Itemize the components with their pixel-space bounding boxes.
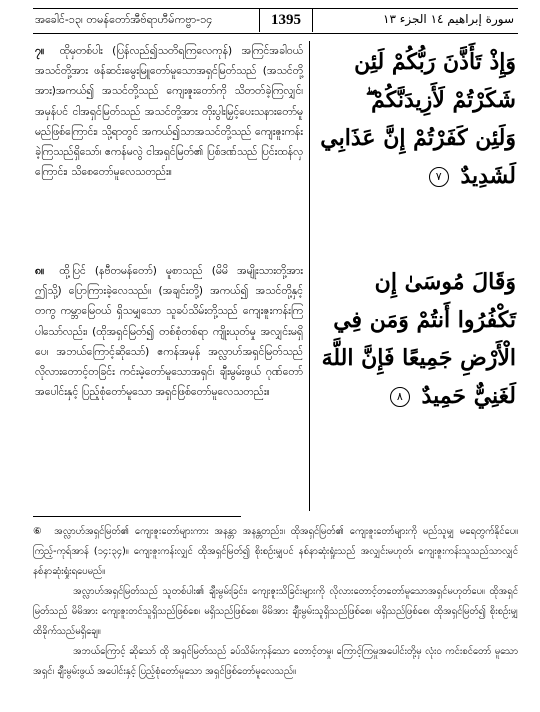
footnote-paragraph: အလ္လာဟ်အရှင်မြတ်သည် သူတစ်ပါး၏ ချီးမွမ်းခြင်း၊ ကျေးဇူးသိခြင်းများကို လိုလားတောင့်တတော်မူသောအရှင်မဟုတ်ပေ။ ထိုအရှင်မြတ်သည် မိမိအား ကျေးဇူးတင်သူရှိသည်ဖြစ်စေ၊ မရှိသည်ဖြစ်စေ၊ မိမိအား ချီးမွမ်းသူရှိသည်ဖြစ်စေ၊ မရှိသည်ဖြစ်စေ၊ ထိုအရှင်မြတ်၍ စိုးစဉ်းမျှ ထိခိုက်သည်မရှိချေ။ <box>33 586 518 637</box>
footnote <box>33 522 518 682</box>
footnote-rule <box>33 516 241 517</box>
verse-translation-text: ထိုမှတစ်ပါး (ပြန်လည်၍သတိရကြလေကုန်) အကြင်အခါဝယ် အသင်တို့အား ဖန်ဆင်းမွေးမြူတော်မူသောအရှင်မြတ်သည် (အသင်တို့အား)အကယ်၍ အသင်တို့သည် ကျေးဇူးတော်ကို သိတတ်ခဲ့ကြလျှင်၊ အမှန်ပင် ငါအရှင်မြတ်သည် အသင်တို့အား တိုးပွါးမြှင့်ပေးသနားတော်မူမည်ဖြစ်ကြောင်း၊ သို့ရာတွင် အကယ်၍သာအသင်တို့သည် ကျေးဇူးကန်းခဲ့ကြသည်ရှိသော်၊ ဧကန်မလွဲ ငါအရှင်မြတ်၏ ပြစ်ဒဏ်သည် ပြင်းထန်လှကြောင်း၊ သိစေတော်မူလေသတည်း။ <box>35 45 303 179</box>
arabic-verse-text: وَإِذْ تَأَذَّنَ رَبُّكُمْ لَئِن شَكَرْتُمْ لَأَزِيدَنَّكُمْ ۖ وَلَئِن كَفَرْتُمْ إِنَّ عَذَابِي لَشَدِيدٌ <box>320 49 516 189</box>
burmese-translation <box>35 41 303 182</box>
footnote-marker: ⑥ <box>33 526 45 537</box>
verse-translation-text: ထို့ပြင် (နဗီတမန်တော်) မူစာသည် (မိမိ အမျိုးသားတို့အား ဤသို့) ပြောကြားခဲ့လေသည်။ (အချင်းတို့) အကယ်၍ အသင်တို့နှင့်တကွ ကမ္ဘာမြေဝယ် ရှိသမျှသော သူခပ်သိမ်းတို့သည် ကျေးဇူးကန်းကြပါသော်လည်း၊ (ထိုအရှင်မြတ်၍ တစ်စုံတစ်ရာ ကျိုးယုတ်မှု အလျှင်းမရှိပေ၊ အဘယ်ကြောင့်ဆိုသော်) ဧကန်အမှန် အလ္လာဟ်အရှင်မြတ်သည် လိုလားတောင့်တခြင်း ကင်းမဲ့တော်မူသောအရှင်၊ ချီးမွမ်းဖွယ် ဂုဏ်တော်အပေါင်းနှင့် ပြည့်စုံတော်မူသော အရှင်ဖြစ်တော်မူလေသတည်း။ <box>35 265 303 399</box>
arabic-verse <box>318 43 516 195</box>
verses-section <box>33 41 518 511</box>
header-surah-title: سورة إبراهيم ١٤ الجزء ١٣ <box>383 12 514 26</box>
burmese-translation <box>35 261 303 402</box>
verse-number: ၈။ <box>35 265 45 277</box>
ayah-marker: ٧ <box>429 167 449 187</box>
footnote-paragraph: အဘယ်ကြောင့် ဆိုသော် ထို အရှင်မြတ်သည် ခပ်သိမ်းကုန်သော တောင့်တမှု၊ ကြောင့်ကြမှုအပေါင်းတို့မှ လုံးဝ ကင်းစင်တော် မူသော အရှင်၊ ချီးမွမ်းဖွယ် အပေါင်းနှင့် ပြည့်စုံတော်မူသော အရှင်ဖြစ်တော်မူလေသည်။ <box>33 646 518 677</box>
verse-number: ၇။ <box>35 45 45 57</box>
footnote-paragraph <box>33 522 518 582</box>
header-chapter-title: အခေါင်-၁၃၊ တမန်တော်အီဗ်ရာဟီမ်ကဗ္ဗာ-၁၄ <box>35 13 213 26</box>
ayah-marker: ٨ <box>390 387 410 407</box>
arabic-verse <box>318 263 516 415</box>
page-number: 1395 <box>259 8 313 32</box>
arabic-verse-text: وَقَالَ مُوسَىٰ إِن تَكْفُرُوا أَنتُمْ وَمَن فِي الْأَرْضِ جَمِيعًا فَإِنَّ اللَّهَ لَغَنِيٌّ حَمِيدٌ <box>321 269 516 409</box>
footnote-text: အလ္လာဟ်အရှင်မြတ်၏ ကျေးဇူးတော်များကား အနန္တာ အနန္တတည်း။ ထိုအရှင်မြတ်၏ ကျေးဇူးတော်များကို မည်သူမျှ မရေတွက်နိုင်ပေ။ ကြည့်-ကုရ်အာန် (၁၄:၃၄)။ ကျေးဇူးကန်းလျှင် ထိုအရှင်မြတ်၍ စိုးစဉ်းမျှပင် နစ်နာဆုံးရှုံးသည် အလျှင်းမဟုတ်၊ ကျေးဇူးကန်းသူသည်သာလျှင် နစ်နာဆုံးရှုံးရပေမည်။ <box>33 526 518 577</box>
column-divider <box>309 41 310 511</box>
page-header <box>33 8 518 34</box>
